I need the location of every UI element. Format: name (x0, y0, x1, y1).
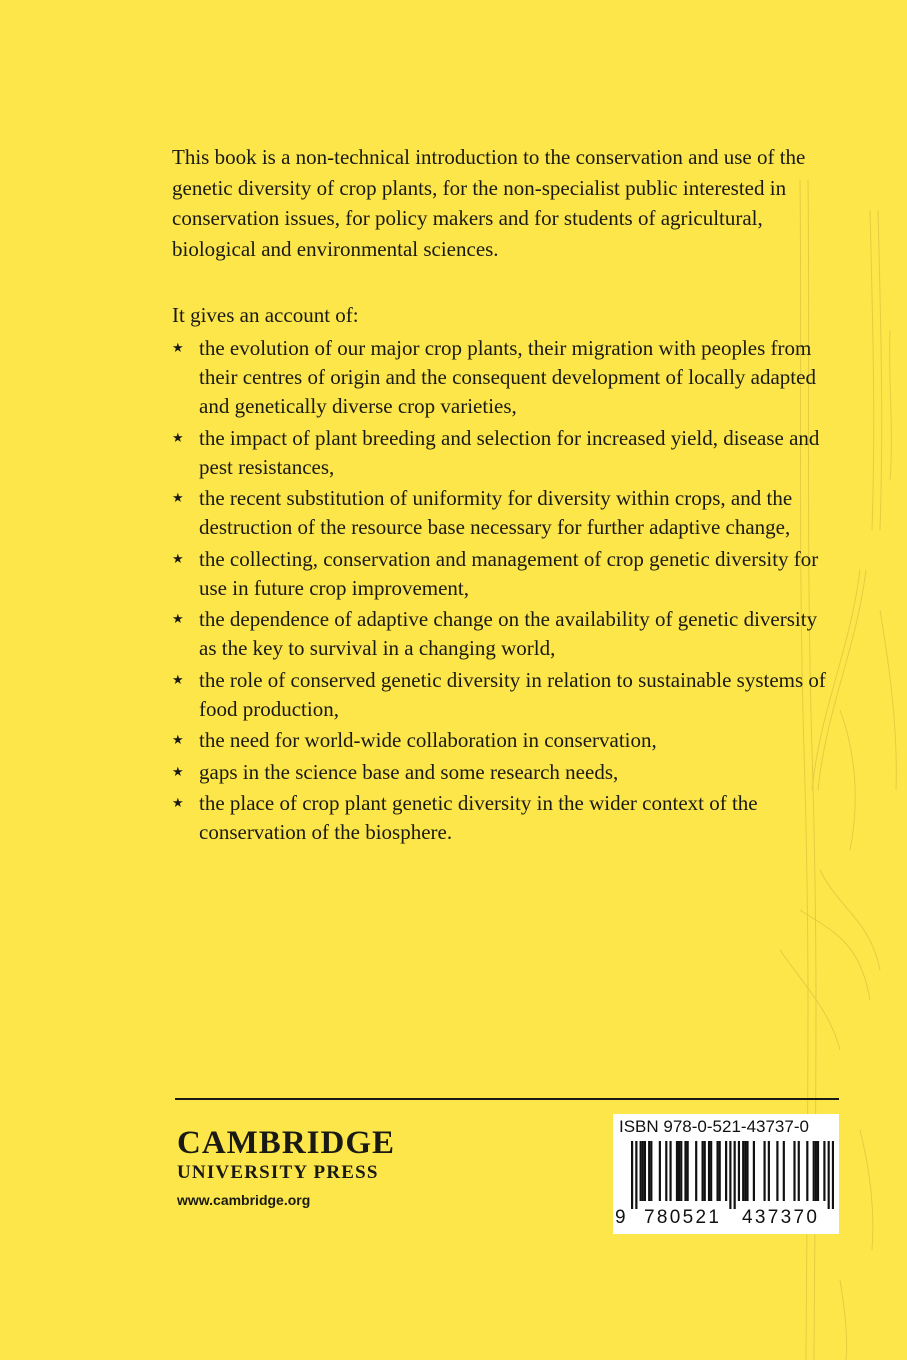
barcode-bar (832, 1141, 834, 1209)
star-bullet-icon: ★ (172, 764, 184, 780)
list-item-text: the place of crop plant genetic diversity in the wider context of the conservation of the biosphere. (199, 791, 758, 844)
barcode-bar (678, 1141, 680, 1201)
barcode-bar (744, 1141, 746, 1201)
barcode-bar (776, 1141, 778, 1201)
list-item (172, 484, 832, 542)
barcode-digits-left: 780521 (644, 1207, 722, 1228)
barcode-bar (768, 1141, 770, 1201)
barcode-bar (640, 1141, 642, 1201)
isbn-barcode-panel (613, 1114, 839, 1234)
barcode-bar (753, 1141, 755, 1201)
list-item (172, 605, 832, 663)
list-item-text: the recent substitution of uniformity for diversity within crops, and the destruction of the resource base necessary for further adaptive change, (199, 486, 793, 539)
barcode-bar (642, 1141, 644, 1201)
star-bullet-icon: ★ (172, 430, 184, 446)
barcode-bar (665, 1141, 667, 1201)
barcode-bar (669, 1141, 671, 1201)
divider-rule (175, 1098, 839, 1100)
barcode-bar (644, 1141, 646, 1201)
publisher-logo (177, 1126, 395, 1210)
topic-list (172, 334, 832, 847)
list-item-text: the dependence of adaptive change on the availability of genetic diversity as the key to survival in a changing world, (199, 607, 818, 660)
barcode-bar (710, 1141, 712, 1201)
barcode-bar (650, 1141, 652, 1201)
list-item-text: the role of conserved genetic diversity in relation to sustainable systems of food production, (199, 667, 826, 721)
barcode-bar (704, 1141, 706, 1201)
list-item-text: the collecting, conservation and management of crop genetic diversity for use in future crop improvement, (199, 546, 819, 600)
barcode-bar (817, 1141, 819, 1201)
barcode-bar (783, 1141, 785, 1201)
list-item-text: gaps in the science base and some research needs, (199, 759, 619, 784)
barcode-bar (806, 1141, 808, 1201)
list-item-text: the evolution of our major crop plants, their migration with peoples from their centres of origin and the consequent development of locally adapted and genetically diverse crop varieties, (199, 336, 816, 418)
list-item (172, 666, 832, 724)
barcode-bar (631, 1141, 633, 1209)
list-item (172, 424, 832, 482)
isbn-label: ISBN 978-0-521-43737-0 (619, 1117, 809, 1136)
list-item-text: the need for world-wide collaboration in conservation, (199, 728, 657, 752)
list-item (172, 334, 832, 421)
barcode-digits-right: 437370 (742, 1207, 820, 1228)
barcode-bar (659, 1141, 661, 1201)
list-lead-in: It gives an account of: (172, 303, 359, 327)
barcode-bar (746, 1141, 748, 1201)
list-item (172, 758, 832, 787)
star-bullet-icon: ★ (172, 612, 184, 627)
star-bullet-icon: ★ (172, 551, 184, 567)
list-item (172, 789, 832, 847)
barcode-bar (680, 1141, 682, 1201)
barcode-bar (684, 1141, 686, 1201)
barcode-bar (763, 1141, 765, 1201)
publisher-website: www.cambridge.org (177, 1192, 311, 1208)
intro-paragraph: This book is a non-technical introduction to the conservation and use of the genetic diversity of crop plants, for the non-specialist public interested in conservation issues, for policy makers and for students of agricultural, biological and environmental sciences. (172, 145, 806, 261)
barcode-bar (734, 1141, 736, 1209)
barcode-digit-first: 9 (615, 1207, 626, 1228)
barcode-bar (687, 1141, 689, 1201)
barcode-bar (793, 1141, 795, 1201)
barcode-bar (729, 1141, 731, 1209)
barcode-bar (716, 1141, 718, 1201)
barcode-bar (635, 1141, 637, 1209)
publisher-name: CAMBRIDGE (177, 1125, 396, 1161)
barcode-bar (738, 1141, 740, 1201)
barcode-bar (719, 1141, 721, 1201)
barcode-bar (813, 1141, 815, 1201)
barcode-bar (648, 1141, 650, 1201)
list-item-text: the impact of plant breeding and selection for increased yield, disease and pest resistances, (199, 425, 820, 479)
list-item (172, 726, 832, 755)
barcode-bar (828, 1141, 830, 1209)
star-bullet-icon: ★ (172, 341, 184, 356)
star-bullet-icon: ★ (172, 733, 184, 748)
barcode-bar (708, 1141, 710, 1201)
description-block (172, 142, 832, 850)
barcode-bar (798, 1141, 800, 1201)
barcode-bar (676, 1141, 678, 1201)
barcode-bar (695, 1141, 697, 1201)
publisher-subtitle: UNIVERSITY PRESS (177, 1162, 379, 1183)
barcode-bar (742, 1141, 744, 1201)
barcode-bar (823, 1141, 825, 1201)
star-bullet-icon: ★ (172, 491, 184, 506)
barcode-bar (702, 1141, 704, 1201)
barcode-bar (725, 1141, 727, 1201)
barcode-bar (815, 1141, 817, 1201)
star-bullet-icon: ★ (172, 672, 184, 688)
list-item (172, 545, 832, 603)
star-bullet-icon: ★ (172, 796, 184, 811)
barcode (631, 1141, 834, 1209)
